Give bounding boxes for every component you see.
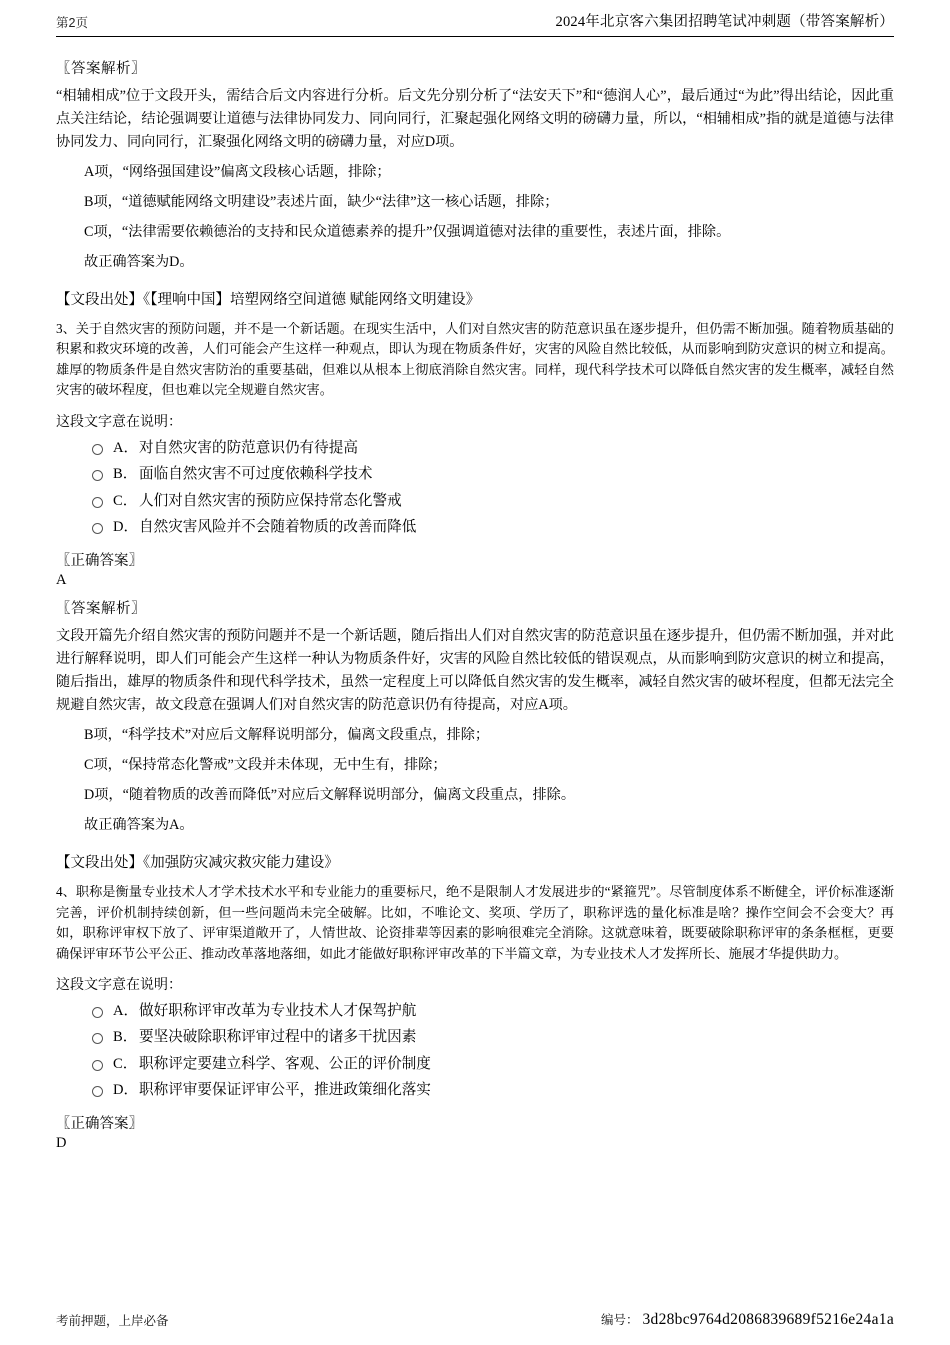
option-text: 面临自然灾害不可过度依赖科学技术 — [139, 466, 373, 483]
question-3-options — [56, 437, 894, 539]
question-4-answer-value: D — [56, 1135, 67, 1152]
source-reference-1: 【文段出处】《【理响中国】培塑网络空间道德 赋能网络文明建设》 — [56, 292, 481, 308]
option-letter: B． — [113, 466, 138, 483]
question-4-options — [56, 1000, 894, 1102]
option-text: 要坚决破除职称评审过程中的诸多干扰因素 — [139, 1029, 417, 1046]
question-3-answer-label: 〖正确答案〗 — [56, 553, 143, 570]
page-header — [56, 0, 894, 34]
option-row[interactable] — [92, 437, 894, 460]
document-content — [56, 37, 894, 1152]
option-letter: B． — [113, 1029, 138, 1046]
page-number: 第2页 — [56, 16, 88, 30]
option-row[interactable] — [92, 1000, 894, 1023]
radio-icon[interactable] — [92, 1060, 103, 1071]
radio-icon[interactable] — [92, 497, 103, 508]
analysis-2-option-c: C项，“保持常态化警戒”文段并未体现，无中生有，排除； — [84, 757, 447, 774]
option-row[interactable] — [92, 516, 894, 539]
radio-icon[interactable] — [92, 1086, 103, 1097]
analysis-2-paragraph: 文段开篇先介绍自然灾害的预防问题并不是一个新话题，随后指出人们对自然灾害的防范意识虽在逐步提升，但仍需不断加强，并对此进行解释说明，即人们可能会产生这样一种认为物质条件好，灾害的风险自然比较低的错误观点，从而影响到防灾意识的树立和提高，随后指出，雄厚的物质条件和现代科学技术，虽然一定程度上可以降低自然灾害的发生概率，减轻自然灾害的破坏程度，但都无法完全规避自然灾害，故文段意在强调人们对自然灾害的防范意识仍有待提高，对应A项。 — [56, 628, 894, 714]
question-3 — [56, 319, 894, 589]
analysis-1-paragraph: “相辅相成”位于文段开头，需结合后文内容进行分析。后文先分别分析了“法安天下”和“德润人心”，最后通过“为此”得出结论，因此重点关注结论，结论强调要让道德与法律协同发力、同向同行，汇聚起强化网络文明的磅礴力量，所以，“相辅相成”指的就是道德与法律协同发力、同向同行，汇聚强化网络文明的磅礴力量，对应D项。 — [56, 88, 894, 150]
question-4-answer-label: 〖正确答案〗 — [56, 1116, 143, 1133]
question-4-stem: 4、职称是衡量专业技术人才学术技术水平和专业能力的重要标尺，绝不是限制人才发展进步的“紧箍咒”。尽管制度体系不断健全，评价标准逐渐完善，评价机制持续创新，但一些问题尚未完全破解。比如，不唯论文、奖项、学历了，职称评选的量化标准是啥？操作空间会不会变大？再如，职称评审权下放了、评审渠道敞开了，人情世故、论资排辈等因素的影响很难完全消除。这就意味着，既要破除职称评审的条条框框，更要确保评审环节公平公正、推动改革落地落细，如此才能做好职称评审改革的下半篇文章，为专业技术人才发挥所长、施展才华提供助力。 — [56, 884, 894, 961]
option-letter: C． — [113, 1055, 138, 1072]
document-title: 2024年北京客六集团招聘笔试冲刺题（带答案解析） — [555, 14, 894, 30]
serial-value: 3d28bc9764d2086839689f5216e24a1a — [642, 1311, 894, 1328]
radio-icon[interactable] — [92, 1033, 103, 1044]
analysis-2-option-b: B项，“科学技术”对应后文解释说明部分，偏离文段重点，排除； — [84, 727, 490, 744]
question-4 — [56, 882, 894, 1152]
option-letter: C． — [113, 492, 138, 509]
option-text: 职称评定要建立科学、客观、公正的评价制度 — [139, 1055, 431, 1072]
analysis-1-conclusion: 故正确答案为D。 — [84, 254, 194, 270]
footer-serial — [601, 1310, 894, 1329]
option-row[interactable] — [92, 490, 894, 513]
option-letter: D． — [113, 1082, 139, 1099]
analysis-2-conclusion: 故正确答案为A。 — [84, 817, 194, 834]
analysis-1-option-c: C项，“法律需要依赖德治的支持和民众道德素养的提升”仅强调道德对法律的重要性，表述片面，排除。 — [84, 224, 731, 240]
option-text: 人们对自然灾害的预防应保持常态化警戒 — [139, 492, 402, 509]
radio-icon[interactable] — [92, 444, 103, 455]
option-letter: A． — [113, 439, 139, 456]
analysis-1-option-b: B项，“道德赋能网络文明建设”表述片面，缺少“法律”这一核心话题，排除； — [84, 194, 559, 210]
answer-analysis-label-2: 〖答案解析〗 — [56, 601, 146, 618]
page-footer — [0, 1310, 950, 1329]
serial-label: 编号： — [600, 1313, 639, 1327]
answer-analysis-label-1: 〖答案解析〗 — [56, 61, 146, 77]
option-row[interactable] — [92, 1079, 894, 1102]
radio-icon[interactable] — [92, 1007, 103, 1018]
radio-icon[interactable] — [92, 523, 103, 534]
question-3-stem: 3、关于自然灾害的预防问题，并不是一个新话题。在现实生活中，人们对自然灾害的防范意识虽在逐步提升，但仍需不断加强。随着物质基础的积累和救灾环境的改善，人们可能会产生这样一种观点，即认为现在物质条件好，灾害的风险自然比较低，从而影响到防灾意识的树立和提高。雄厚的物质条件是自然灾害防治的重要基础，但难以从根本上彻底消除自然灾害。同样，现代科学技术可以降低自然灾害的发生概率，减轻自然灾害的破坏程度，但也难以完全规避自然灾害。 — [56, 321, 894, 398]
analysis-1-option-a: A项，“网络强国建设”偏离文段核心话题，排除； — [84, 164, 391, 180]
question-3-answer-value: A — [56, 572, 67, 589]
option-row[interactable] — [92, 1026, 894, 1049]
footer-slogan: 考前押题，上岸必备 — [56, 1313, 169, 1328]
question-4-prompt: 这段文字意在说明： — [56, 978, 182, 993]
option-text: 做好职称评审改革为专业技术人才保驾护航 — [139, 1003, 417, 1019]
option-row[interactable] — [92, 1053, 894, 1076]
option-text: 自然灾害风险并不会随着物质的改善而降低 — [139, 518, 417, 535]
question-3-prompt: 这段文字意在说明： — [56, 414, 182, 430]
analysis-2-option-d: D项，“随着物质的改善而降低”对应后文解释说明部分，偏离文段重点，排除。 — [84, 787, 576, 804]
option-row[interactable] — [92, 463, 894, 486]
option-letter: A． — [113, 1003, 139, 1019]
option-text: 职称评审要保证评审公平，推进政策细化落实 — [139, 1082, 431, 1099]
option-letter: D． — [113, 518, 139, 535]
option-text: 对自然灾害的防范意识仍有待提高 — [139, 439, 358, 456]
radio-icon[interactable] — [92, 470, 103, 481]
source-reference-2: 【文段出处】《加强防灾减灾救灾能力建设》 — [56, 855, 339, 872]
